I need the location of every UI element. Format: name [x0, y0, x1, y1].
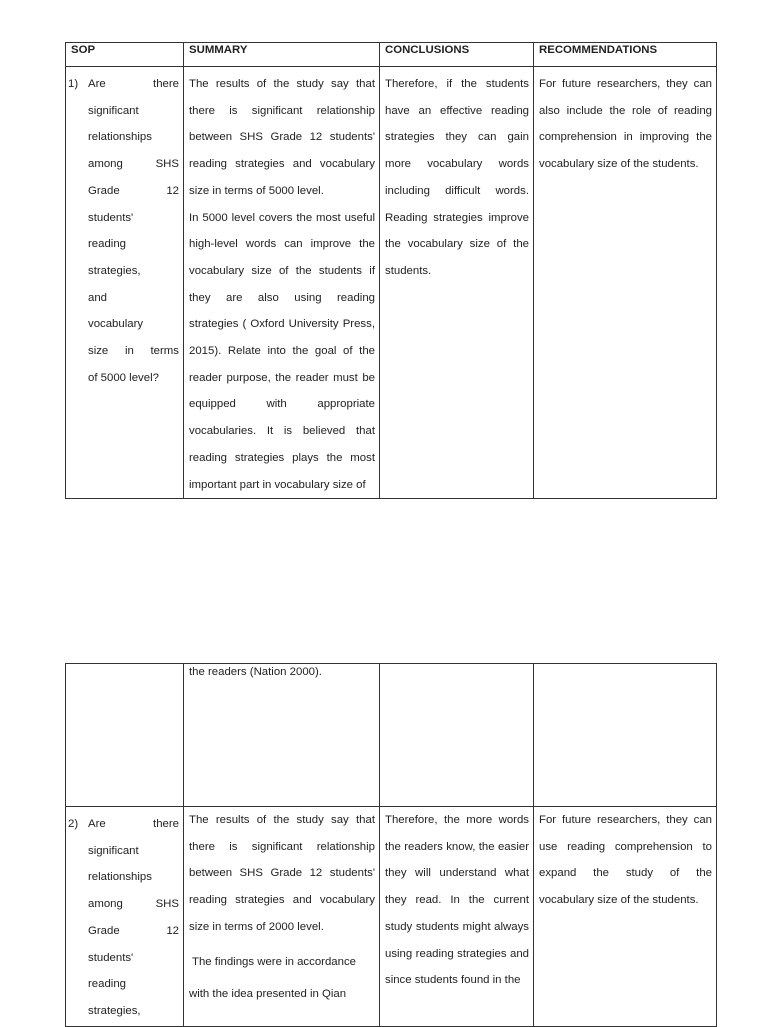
sop-line: Are there — [88, 818, 179, 830]
recommendation-cell-1: For future researchers, they can also include the role of reading comprehension in improving the vocabulary size of the students. — [534, 67, 717, 499]
sop-cell-1 — [66, 67, 184, 499]
header-row — [66, 43, 717, 67]
sop-line: size in terms — [88, 345, 179, 358]
sop-line: reading — [88, 978, 126, 991]
summary-paragraph: In 5000 level covers the most useful high-level words can improve the vocabulary size of the students if they are also using reading strategies ( Oxford University Press, 2015). Relate into the goal of the reader purpose, the reader must be equipped with appropriate vocabularies. It is believed that reading strategies plays the most important part in vocabulary size of — [189, 211, 375, 491]
sop-line: students' — [88, 951, 134, 964]
conclusion-cell-continued — [380, 664, 534, 807]
table-row — [66, 664, 717, 807]
sop-line: significant — [88, 104, 139, 117]
conclusion-cell-1: Therefore, if the students have an effective reading strategies they can gain more vocabulary words including difficult words. Reading strategies improve the vocabulary size of the students. — [380, 67, 534, 499]
summary-cell-2 — [184, 807, 380, 1027]
conclusion-cell-2: Therefore, the more words the readers know, the easier they will understand what they read. In the current study students might always using reading strategies and since students found in the — [380, 807, 534, 1027]
summary-cell-continued — [184, 664, 380, 807]
sop-line: of 5000 level? — [88, 371, 159, 384]
sop-line: among SHS — [88, 898, 179, 911]
sop-line: Grade 12 — [88, 184, 179, 197]
sop-line: Are there — [88, 78, 179, 90]
header-recommendations: RECOMMENDATIONS — [534, 43, 717, 67]
header-sop: SOP — [66, 43, 184, 67]
sop-line: and — [88, 291, 108, 304]
sop-cell-2 — [66, 807, 184, 1027]
header-conclusions: CONCLUSIONS — [380, 43, 534, 67]
header-summary: SUMMARY — [184, 43, 380, 67]
sop-line: students' — [88, 211, 134, 224]
sop-cell-continued — [66, 664, 184, 807]
sop-line: strategies, — [88, 1004, 141, 1017]
summary-paragraph: The findings were in accordance — [192, 955, 356, 968]
summary-paragraph: the readers (Nation 2000). — [189, 666, 322, 678]
sop-line: significant — [88, 844, 139, 857]
sop-line: strategies, — [88, 264, 141, 277]
sop-line: among SHS — [88, 158, 179, 171]
summary-paragraph: with the idea presented in Qian — [189, 988, 347, 1001]
recommendation-cell-continued — [534, 664, 717, 807]
results-table-part-1 — [65, 42, 717, 499]
sop-line: relationships — [88, 871, 152, 884]
summary-paragraph: The results of the study say that there is significant relationship between SHS Grade 12 students' reading strategies and vocabulary size in terms of 2000 level. — [189, 814, 375, 933]
sop-line: vocabulary — [88, 318, 144, 331]
results-table-part-2 — [65, 663, 717, 1027]
table-row — [66, 67, 717, 499]
recommendation-cell-2: For future researchers, they can use reading comprehension to expand the study of the vocabulary size of the students. — [534, 807, 717, 1027]
summary-paragraph: The results of the study say that there is significant relationship between SHS Grade 12 students' reading strategies and vocabulary size in terms of 5000 level. — [189, 78, 375, 197]
sop-line: Grade 12 — [88, 924, 179, 937]
sop-number: 1) — [68, 78, 79, 90]
sop-line: relationships — [88, 131, 152, 144]
sop-number: 2) — [68, 818, 79, 830]
sop-line: reading — [88, 238, 126, 251]
summary-cell-1 — [184, 67, 380, 499]
table-row — [66, 807, 717, 1027]
